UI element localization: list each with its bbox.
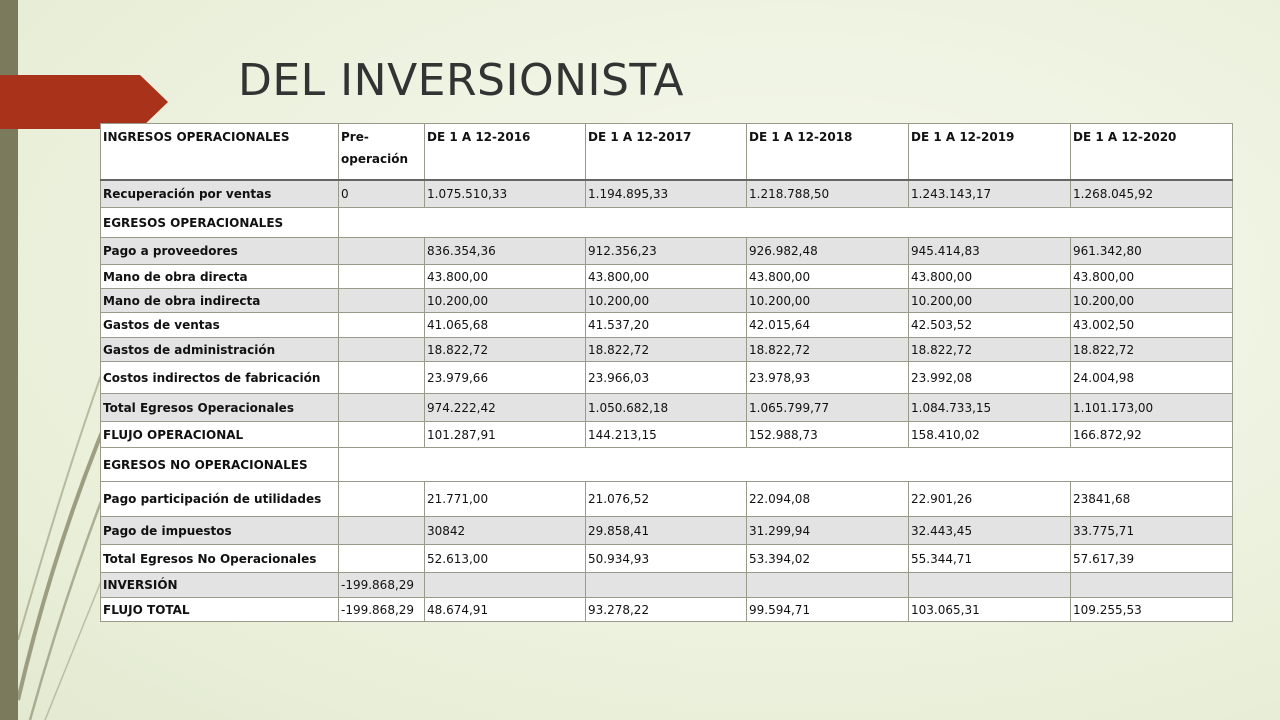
value-cell: 10.200,00 xyxy=(586,289,747,313)
investor-cash-flow-table xyxy=(100,123,1233,622)
value-cell: 1.218.788,50 xyxy=(747,180,909,208)
value-cell: 41.537,20 xyxy=(586,313,747,338)
table-row xyxy=(101,517,1233,545)
table-row xyxy=(101,394,1233,422)
value-cell xyxy=(909,573,1071,598)
table-row xyxy=(101,338,1233,362)
value-cell: 0 xyxy=(339,180,425,208)
value-cell: 1.268.045,92 xyxy=(1071,180,1233,208)
table-row xyxy=(101,545,1233,573)
value-cell: 93.278,22 xyxy=(586,598,747,622)
value-cell: 32.443,45 xyxy=(909,517,1071,545)
value-cell: 23.966,03 xyxy=(586,362,747,394)
row-label: Total Egresos Operacionales xyxy=(101,394,339,422)
header-cell: DE 1 A 12-2017 xyxy=(586,124,747,180)
row-label: Pago de impuestos xyxy=(101,517,339,545)
row-label: Costos indirectos de fabricación xyxy=(101,362,339,394)
value-cell xyxy=(747,573,909,598)
value-cell: 18.822,72 xyxy=(909,338,1071,362)
value-cell: 29.858,41 xyxy=(586,517,747,545)
value-cell: 10.200,00 xyxy=(1071,289,1233,313)
value-cell: 18.822,72 xyxy=(425,338,586,362)
value-cell: 926.982,48 xyxy=(747,238,909,265)
value-cell: 945.414,83 xyxy=(909,238,1071,265)
value-cell: 23841,68 xyxy=(1071,482,1233,517)
value-cell xyxy=(586,573,747,598)
header-cell: DE 1 A 12-2018 xyxy=(747,124,909,180)
table-row xyxy=(101,573,1233,598)
value-cell: 23.979,66 xyxy=(425,362,586,394)
value-cell: 99.594,71 xyxy=(747,598,909,622)
row-label: Pago participación de utilidades xyxy=(101,482,339,517)
row-label: Mano de obra indirecta xyxy=(101,289,339,313)
value-cell: 41.065,68 xyxy=(425,313,586,338)
value-cell: 10.200,00 xyxy=(425,289,586,313)
value-cell: 1.075.510,33 xyxy=(425,180,586,208)
title-accent-flag xyxy=(0,75,168,129)
value-cell: 42.503,52 xyxy=(909,313,1071,338)
value-cell: 21.771,00 xyxy=(425,482,586,517)
value-cell: 22.094,08 xyxy=(747,482,909,517)
row-label: Gastos de ventas xyxy=(101,313,339,338)
value-cell: 166.872,92 xyxy=(1071,422,1233,448)
value-cell xyxy=(339,289,425,313)
value-cell: 10.200,00 xyxy=(909,289,1071,313)
table-row xyxy=(101,313,1233,338)
section-label: EGRESOS NO OPERACIONALES xyxy=(101,448,339,482)
section-row xyxy=(101,208,1233,238)
header-cell: DE 1 A 12-2019 xyxy=(909,124,1071,180)
value-cell: 30842 xyxy=(425,517,586,545)
value-cell: 52.613,00 xyxy=(425,545,586,573)
section-label: EGRESOS OPERACIONALES xyxy=(101,208,339,238)
section-filler-cell xyxy=(339,208,1233,238)
value-cell: 18.822,72 xyxy=(747,338,909,362)
value-cell xyxy=(339,517,425,545)
header-pre-line1: Pre- xyxy=(341,130,369,144)
value-cell: -199.868,29 xyxy=(339,598,425,622)
value-cell: 31.299,94 xyxy=(747,517,909,545)
row-label: INVERSIÓN xyxy=(101,573,339,598)
value-cell: 961.342,80 xyxy=(1071,238,1233,265)
value-cell: 144.213,15 xyxy=(586,422,747,448)
value-cell: 23.992,08 xyxy=(909,362,1071,394)
value-cell: 103.065,31 xyxy=(909,598,1071,622)
value-cell xyxy=(339,482,425,517)
row-label: Mano de obra directa xyxy=(101,265,339,289)
table-row xyxy=(101,362,1233,394)
value-cell: 18.822,72 xyxy=(1071,338,1233,362)
value-cell: 33.775,71 xyxy=(1071,517,1233,545)
value-cell: 22.901,26 xyxy=(909,482,1071,517)
value-cell: 101.287,91 xyxy=(425,422,586,448)
value-cell: 23.978,93 xyxy=(747,362,909,394)
section-row xyxy=(101,448,1233,482)
value-cell: 974.222,42 xyxy=(425,394,586,422)
table-row xyxy=(101,289,1233,313)
value-cell: -199.868,29 xyxy=(339,573,425,598)
table-row xyxy=(101,598,1233,622)
value-cell xyxy=(1071,573,1233,598)
row-label: FLUJO TOTAL xyxy=(101,598,339,622)
value-cell: 912.356,23 xyxy=(586,238,747,265)
value-cell: 1.084.733,15 xyxy=(909,394,1071,422)
value-cell: 42.015,64 xyxy=(747,313,909,338)
header-cell: INGRESOS OPERACIONALES xyxy=(101,124,339,180)
value-cell: 152.988,73 xyxy=(747,422,909,448)
value-cell: 1.050.682,18 xyxy=(586,394,747,422)
value-cell: 10.200,00 xyxy=(747,289,909,313)
value-cell xyxy=(339,422,425,448)
section-filler-cell xyxy=(339,448,1233,482)
value-cell: 43.800,00 xyxy=(425,265,586,289)
value-cell xyxy=(339,394,425,422)
table-row xyxy=(101,482,1233,517)
value-cell: 57.617,39 xyxy=(1071,545,1233,573)
value-cell: 158.410,02 xyxy=(909,422,1071,448)
table-row xyxy=(101,180,1233,208)
value-cell: 1.101.173,00 xyxy=(1071,394,1233,422)
value-cell: 18.822,72 xyxy=(586,338,747,362)
value-cell xyxy=(339,362,425,394)
value-cell xyxy=(339,338,425,362)
value-cell: 1.194.895,33 xyxy=(586,180,747,208)
value-cell: 53.394,02 xyxy=(747,545,909,573)
row-label: FLUJO OPERACIONAL xyxy=(101,422,339,448)
value-cell: 50.934,93 xyxy=(586,545,747,573)
header-cell: DE 1 A 12-2020 xyxy=(1071,124,1233,180)
value-cell: 1.065.799,77 xyxy=(747,394,909,422)
value-cell xyxy=(425,573,586,598)
value-cell: 1.243.143,17 xyxy=(909,180,1071,208)
header-cell xyxy=(339,124,425,180)
value-cell: 43.800,00 xyxy=(586,265,747,289)
value-cell: 836.354,36 xyxy=(425,238,586,265)
row-label: Pago a proveedores xyxy=(101,238,339,265)
value-cell xyxy=(339,313,425,338)
value-cell: 43.800,00 xyxy=(747,265,909,289)
row-label: Recuperación por ventas xyxy=(101,180,339,208)
value-cell: 43.002,50 xyxy=(1071,313,1233,338)
value-cell: 21.076,52 xyxy=(586,482,747,517)
value-cell: 55.344,71 xyxy=(909,545,1071,573)
row-label: Total Egresos No Operacionales xyxy=(101,545,339,573)
header-pre-line2: operación xyxy=(341,152,409,166)
value-cell: 43.800,00 xyxy=(1071,265,1233,289)
value-cell: 109.255,53 xyxy=(1071,598,1233,622)
table-row xyxy=(101,422,1233,448)
value-cell xyxy=(339,545,425,573)
table-header-row xyxy=(101,124,1233,180)
value-cell: 43.800,00 xyxy=(909,265,1071,289)
value-cell xyxy=(339,265,425,289)
table-row xyxy=(101,238,1233,265)
value-cell xyxy=(339,238,425,265)
header-cell: DE 1 A 12-2016 xyxy=(425,124,586,180)
row-label: Gastos de administración xyxy=(101,338,339,362)
value-cell: 24.004,98 xyxy=(1071,362,1233,394)
value-cell: 48.674,91 xyxy=(425,598,586,622)
table-row xyxy=(101,265,1233,289)
slide-title: DEL INVERSIONISTA xyxy=(238,55,684,106)
